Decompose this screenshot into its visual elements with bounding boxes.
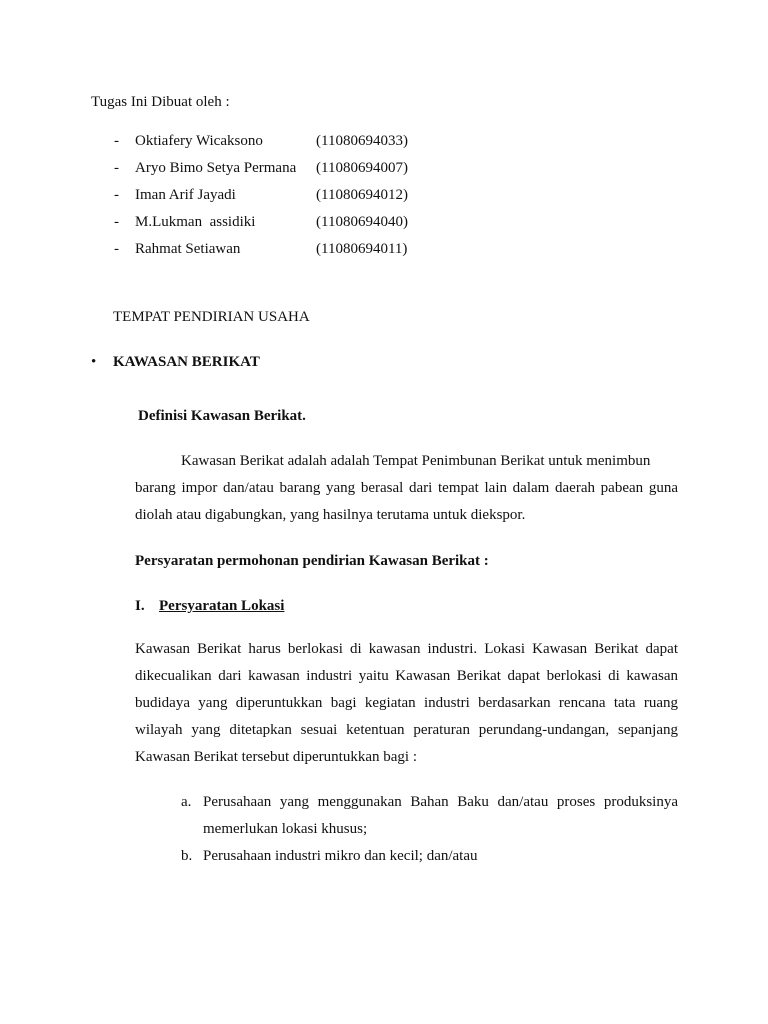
- list-marker: a.: [181, 794, 192, 810]
- definition-line: barang impor dan/atau barang yang berasal dari tempat lain dalam daerah pabean guna: [135, 480, 678, 496]
- author-name: M.Lukman assidiki: [135, 214, 256, 230]
- author-id: (11080694011): [316, 241, 408, 257]
- list-item-line: memerlukan lokasi khusus;: [203, 821, 368, 837]
- author-dash: -: [114, 160, 119, 176]
- definition-heading: Definisi Kawasan Berikat.: [138, 408, 306, 424]
- location-line: Kawasan Berikat harus berlokasi di kawasan industri. Lokasi Kawasan Berikat dapat: [135, 641, 678, 657]
- author-name: Oktiafery Wicaksono: [135, 133, 263, 149]
- author-name: Iman Arif Jayadi: [135, 187, 236, 203]
- requirements-heading: Persyaratan permohonan pendirian Kawasan Berikat :: [135, 553, 489, 569]
- definition-line-text: Kawasan Berikat adalah adalah Tempat Penimbunan Berikat untuk menimbun: [181, 453, 651, 469]
- subsection-title: Persyaratan Lokasi: [159, 598, 285, 614]
- author-id: (11080694007): [316, 160, 408, 176]
- author-dash: -: [114, 241, 119, 257]
- author-id: (11080694040): [316, 214, 408, 230]
- author-name: Rahmat Setiawan: [135, 241, 241, 257]
- location-line: wilayah yang ditetapkan sesuai ketentuan peraturan perundang-undangan, sepanjang: [135, 722, 678, 738]
- author-dash: -: [114, 214, 119, 230]
- definition-line: diolah atau digabungkan, yang hasilnya terutama untuk diekspor.: [135, 507, 526, 523]
- subsection-number: I.: [135, 598, 145, 614]
- intro-text: Tugas Ini Dibuat oleh :: [91, 94, 230, 110]
- section-title: TEMPAT PENDIRIAN USAHA: [113, 309, 310, 325]
- location-line: Kawasan Berikat tersebut diperuntukkan bagi :: [135, 749, 417, 765]
- author-name: Aryo Bimo Setya Permana: [135, 160, 297, 176]
- author-dash: -: [114, 187, 119, 203]
- list-marker: b.: [181, 848, 193, 864]
- author-id: (11080694033): [316, 133, 408, 149]
- list-item-line: Perusahaan industri mikro dan kecil; dan/atau: [203, 848, 478, 864]
- list-item-line: Perusahaan yang menggunakan Bahan Baku dan/atau proses produksinya: [203, 794, 678, 810]
- location-line: dikecualikan dari kawasan industri yaitu Kawasan Berikat dapat berlokasi di kawasan: [135, 668, 678, 684]
- definition-line: [181, 454, 678, 469]
- author-dash: -: [114, 133, 119, 149]
- location-line: budidaya yang diperuntukkan bagi kegiatan industri berdasarkan rencana tata ruang: [135, 695, 678, 711]
- author-id: (11080694012): [316, 187, 408, 203]
- bullet-icon: •: [91, 354, 97, 370]
- bullet-heading: KAWASAN BERIKAT: [113, 354, 260, 370]
